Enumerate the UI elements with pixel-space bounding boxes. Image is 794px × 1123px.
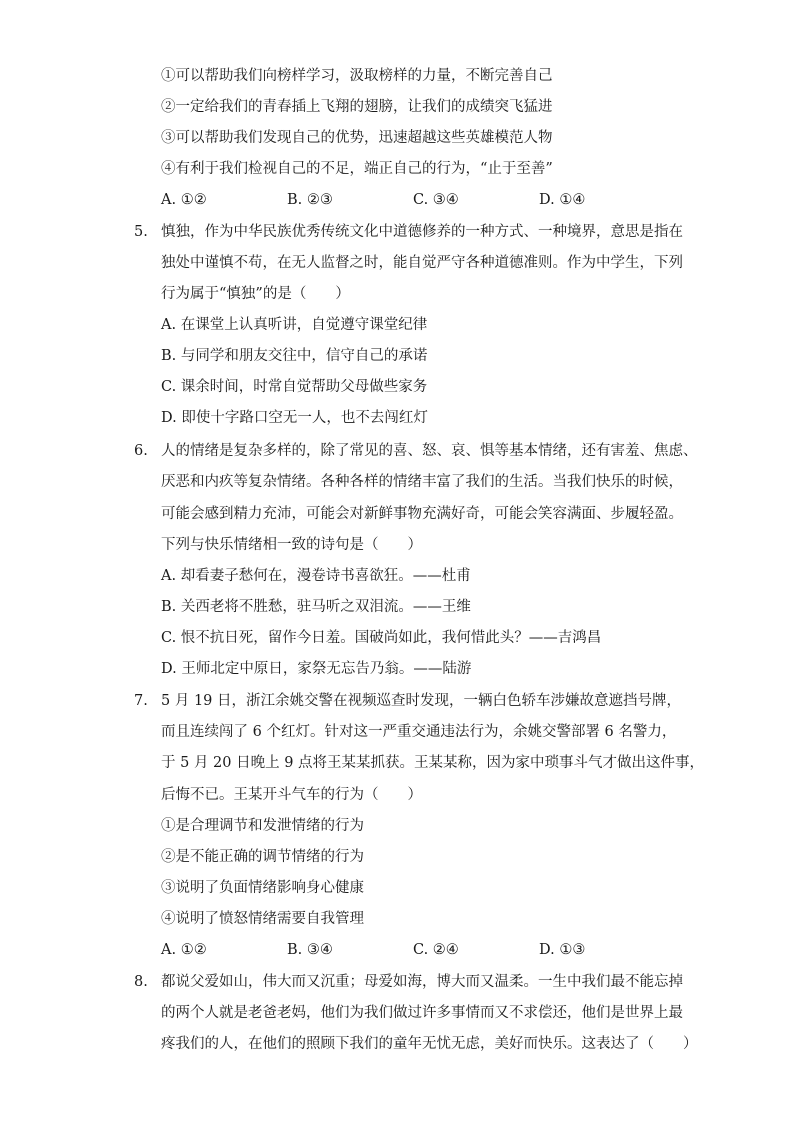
- q5-option-b: B. 与同学和朋友交往中，信守自己的承诺: [161, 348, 428, 364]
- q4-statement-2: ②一定给我们的青春插上飞翔的翅膀，让我们的成绩突飞猛进: [161, 99, 553, 115]
- q6-number: 6.: [134, 443, 148, 459]
- q5-number: 5.: [134, 224, 148, 240]
- q7-stem-line-4: 后悔不已。王某开斗气车的行为（ ）: [161, 787, 422, 803]
- q5-stem-line-1: 慎独，作为中华民族优秀传统文化中道德修养的一种方式、一种境界，意思是指在: [161, 224, 683, 240]
- q4-option-a: A. ①②: [161, 192, 207, 208]
- q8-number: 8.: [134, 974, 148, 990]
- q5-option-d: D. 即使十字路口空无一人，也不去闯红灯: [161, 410, 428, 426]
- q8-stem-line-3: 疼我们的人，在他们的照顾下我们的童年无忧无虑，美好而快乐。这表达了（ ）: [161, 1036, 698, 1052]
- q6-option-d: D. 王师北定中原日，家祭无忘告乃翁。——陆游: [161, 661, 472, 677]
- q7-option-a: A. ①②: [161, 942, 207, 958]
- q6-option-b: B. 关西老将不胜愁，驻马听之双泪流。——王维: [161, 599, 471, 615]
- q4-option-b: B. ②③: [287, 192, 333, 208]
- q6-stem-line-4: 下列与快乐情绪相一致的诗句是（ ）: [161, 537, 422, 553]
- q4-option-d: D. ①④: [539, 192, 586, 208]
- q7-stem-line-2: 而且连续闯了 6 个红灯。针对这一严重交通违法行为，余姚交警部署 6 名警力，: [161, 724, 677, 740]
- q7-statement-1: ①是合理调节和发泄情绪的行为: [161, 818, 364, 834]
- q5-option-c: C. 课余时间，时常自觉帮助父母做些家务: [161, 379, 428, 395]
- q6-option-c: C. 恨不抗日死，留作今日羞。国破尚如此，我何惜此头？——吉鸿昌: [161, 630, 602, 646]
- q5-option-a: A. 在课堂上认真听讲，自觉遵守课堂纪律: [161, 317, 428, 333]
- q4-statement-1: ①可以帮助我们向榜样学习，汲取榜样的力量，不断完善自己: [161, 68, 553, 84]
- q7-option-c: C. ②④: [413, 942, 459, 958]
- q6-stem-line-3: 可能会感到精力充沛，可能会对新鲜事物充满好奇，可能会笑容满面、步履轻盈。: [161, 506, 683, 522]
- q7-statement-2: ②是不能正确的调节情绪的行为: [161, 849, 364, 865]
- q8-stem-line-1: 都说父爱如山，伟大而又沉重；母爱如海，博大而又温柔。一生中我们最不能忘掉: [161, 974, 683, 990]
- q7-number: 7.: [134, 693, 148, 709]
- q6-option-a: A. 却看妻子愁何在，漫卷诗书喜欲狂。——杜甫: [161, 568, 471, 584]
- q4-statement-3: ③可以帮助我们发现自己的优势，迅速超越这些英雄模范人物: [161, 130, 553, 146]
- q7-stem-line-1: 5 月 19 日，浙江余姚交警在视频巡查时发现，一辆白色轿车涉嫌故意遮挡号牌，: [161, 693, 682, 709]
- q7-statement-4: ④说明了愤怒情绪需要自我管理: [161, 911, 364, 927]
- q7-stem-line-3: 于 5 月 20 日晚上 9 点将王某某抓获。王某某称，因为家中琐事斗气才做出这件事，: [161, 755, 705, 771]
- q5-stem-line-3: 行为属于“慎独”的是（ ）: [161, 286, 350, 302]
- q7-option-b: B. ③④: [287, 942, 333, 958]
- q8-stem-line-2: 的两个人就是老爸老妈，他们为我们做过许多事情而又不求偿还，他们是世界上最: [161, 1005, 683, 1021]
- q6-stem-line-2: 厌恶和内疚等复杂情绪。各种各样的情绪丰富了我们的生活。当我们快乐的时候，: [161, 474, 683, 490]
- q5-stem-line-2: 独处中谨慎不苟，在无人监督之时，能自觉严守各种道德准则。作为中学生，下列: [161, 255, 683, 271]
- q4-option-c: C. ③④: [413, 192, 459, 208]
- q7-statement-3: ③说明了负面情绪影响身心健康: [161, 880, 364, 896]
- q7-option-d: D. ①③: [539, 942, 586, 958]
- q6-stem-line-1: 人的情绪是复杂多样的，除了常见的喜、怒、哀、惧等基本情绪，还有害羞、焦虑、: [161, 443, 698, 459]
- q4-statement-4: ④有利于我们检视自己的不足，端正自己的行为，“止于至善”: [161, 161, 553, 177]
